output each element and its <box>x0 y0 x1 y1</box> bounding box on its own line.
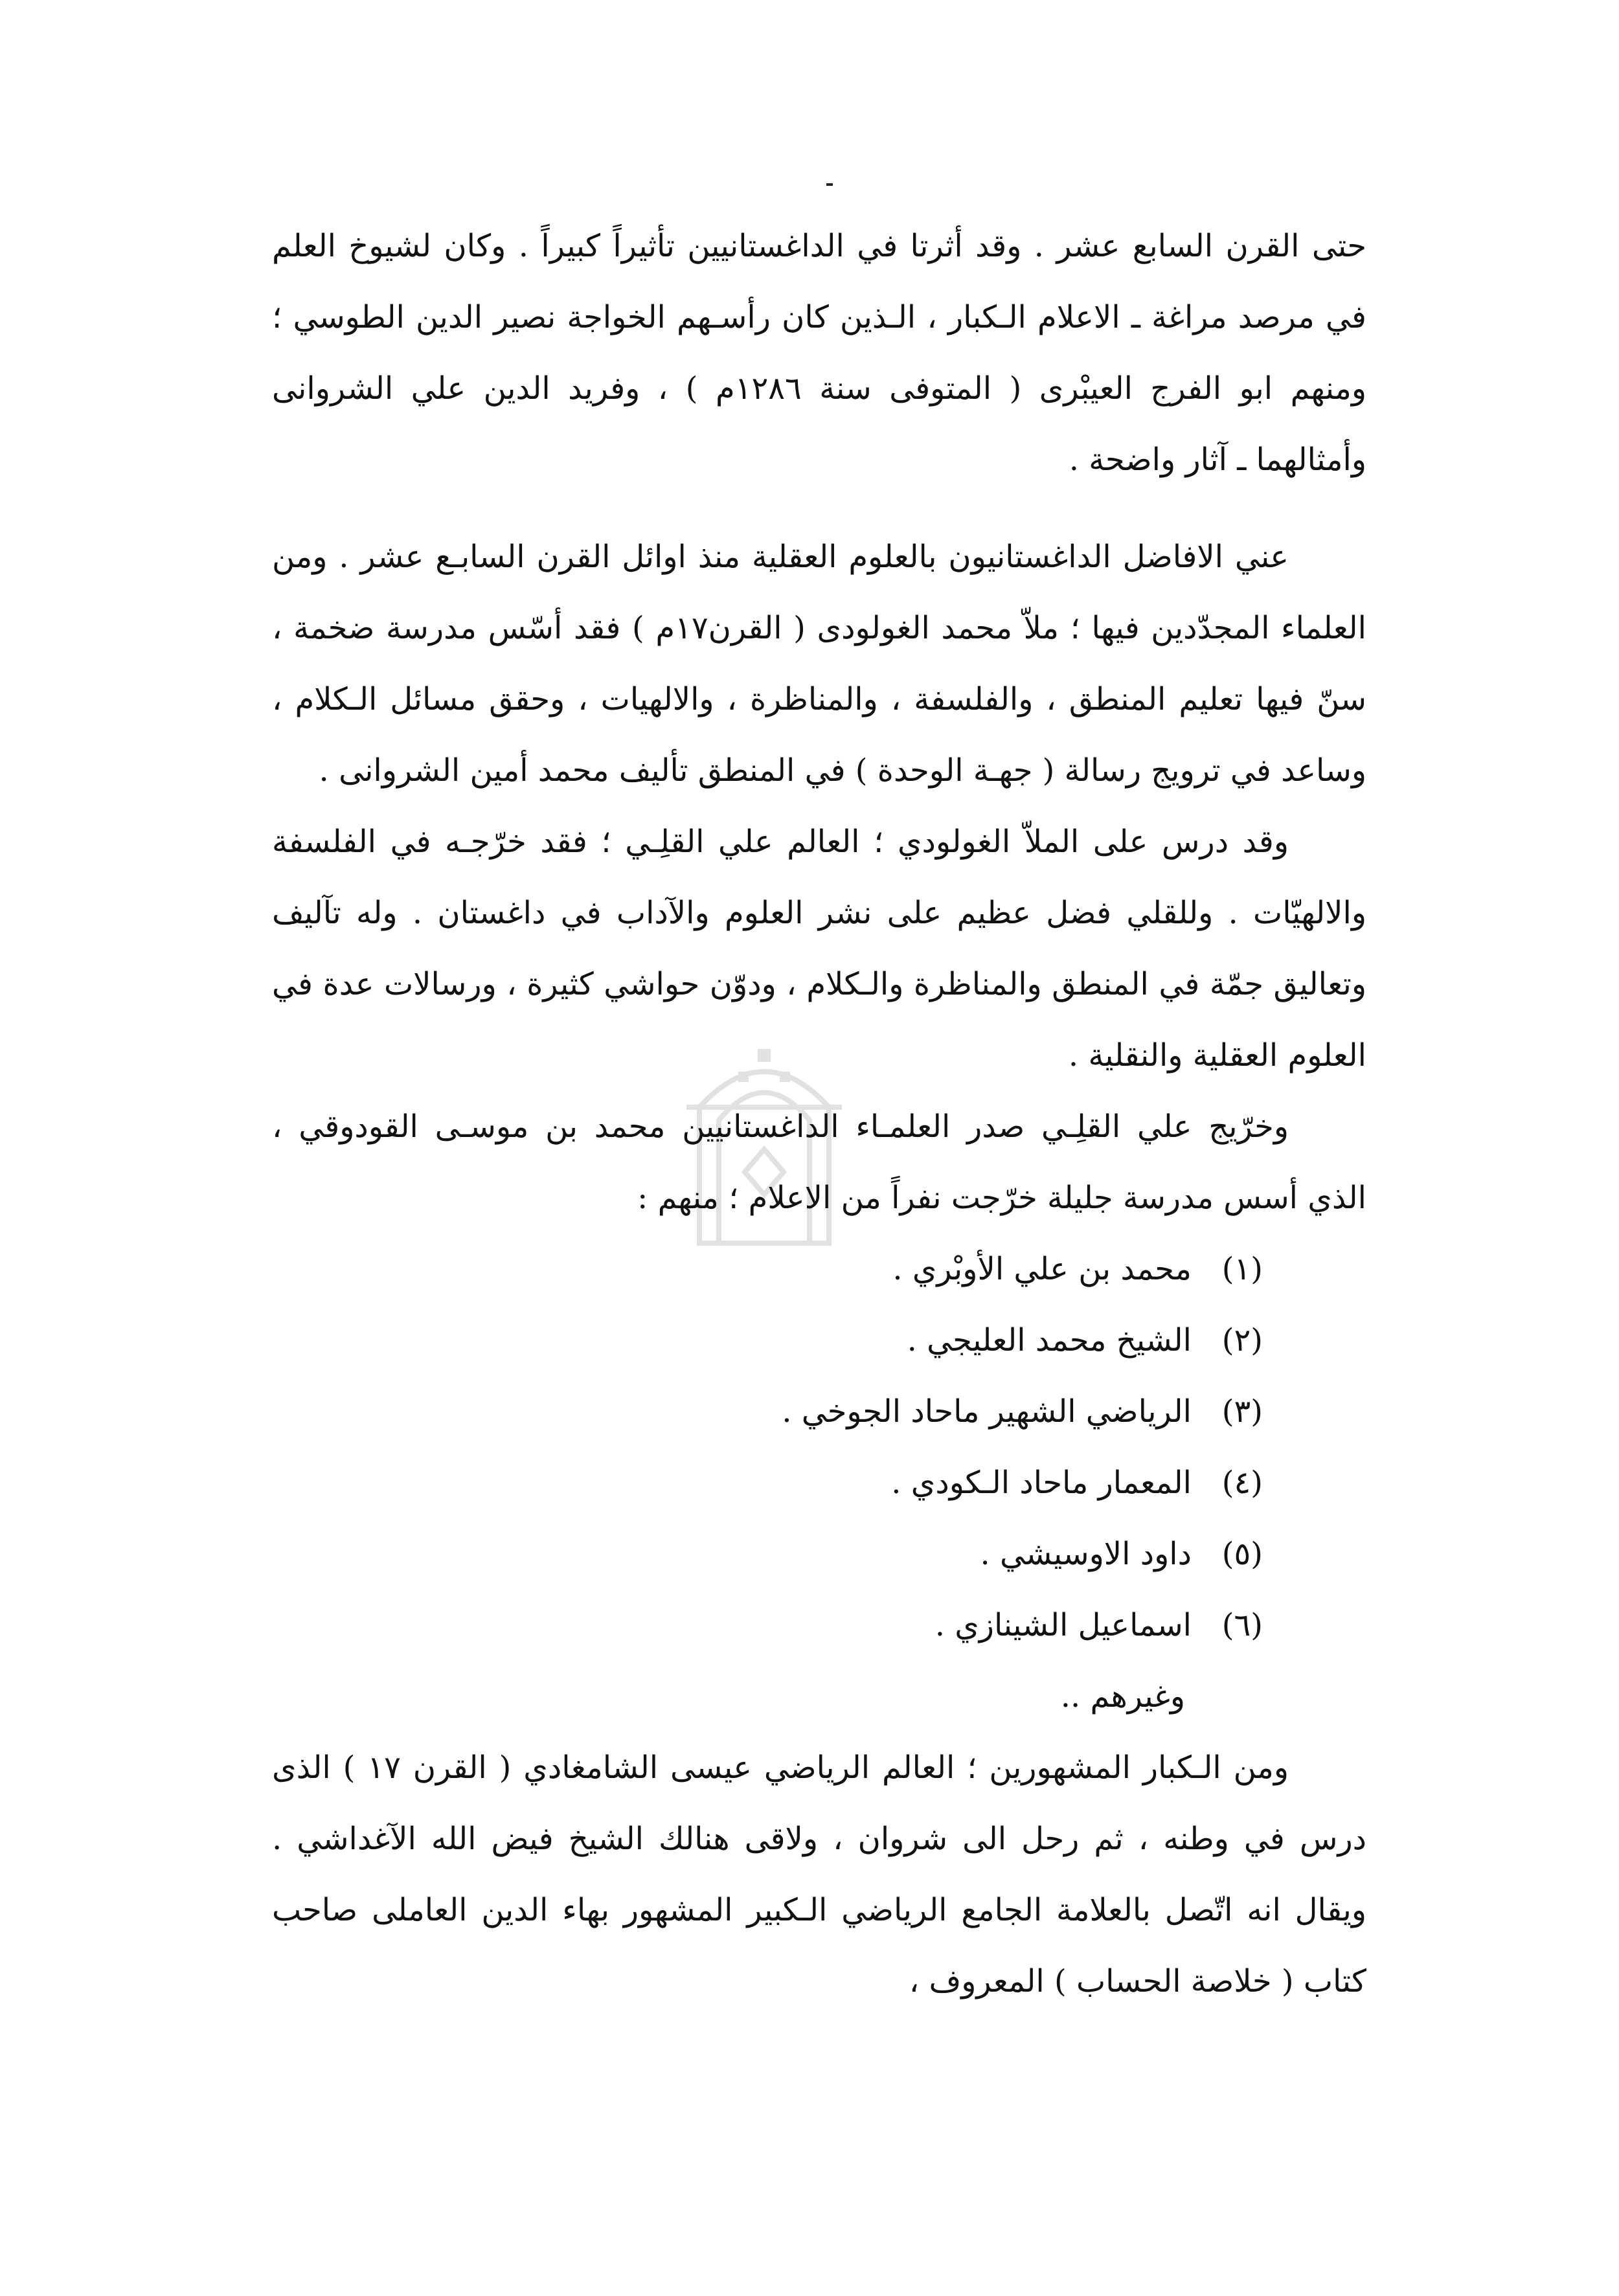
main-text <box>272 210 1366 2017</box>
closing-line: وغيرهم .. <box>1060 1678 1185 1715</box>
paragraph-1: حتى القرن السابع عشر . وقد أثرتا في الداغستانيين تأثيراً كبيراً . وكان لشيوخ العلم في مرصد مراغة ـ الاعلام الـكبار ، الـذين كان رأسـهم الخواجة نصير الدين الطوسي ؛ ومنهم ابو الفرج العيبْرى ( المتوفى سنة ١٢٨٦م ) ، وفريد الدين علي الشروانى وأمثالهما ـ آثار واضحة . <box>272 228 1367 478</box>
list-item <box>272 1590 1263 1661</box>
paragraph-5: ومن الـكبار المشهورين ؛ العالم الرياضي عيسى الشامغادي ( القرن ١٧ ) الذى درس في وطنه ، ثم رحل الى شروان ، ولاقى هنالك الشيخ فيض الله الآغداشي . ويقال انه اتّصل بالعلامة الجامع الرياضي الـكبير المشهور بهاء الدين العاملى صاحب كتاب ( خلاصة الحساب ) المعروف ، <box>272 1750 1367 1999</box>
top-mark <box>826 183 833 186</box>
list-item <box>272 1447 1263 1518</box>
list-item-text: الشيخ محمد العليجي . <box>907 1322 1192 1358</box>
list-item <box>272 1518 1263 1590</box>
paragraph-4: وخرّيج علي القلِـي صدر العلمـاء الداغستانيين محمد بن موسـى القودوقي ، الذي أسس مدرسة جليلة خرّجت نفراً من الاعلام ؛ منهم : <box>272 1109 1366 1216</box>
list-item <box>272 1305 1263 1376</box>
paragraph-3: وقد درس على الملاّ الغولودي ؛ العالم علي القلِـي ؛ فقد خرّجـه في الفلسفة والالهيّات . وللقلي فضل عظيم على نشر العلوم والآداب في داغستان . وله تآليف وتعاليق جمّة في المنطق والمناظرة والـكلام ، ودوّن حواشي كثيرة ، ورسالات عدة في العلوم العقلية والنقلية . <box>272 824 1366 1074</box>
list-item-text: المعمار ماحاد الـكودي . <box>891 1465 1192 1501</box>
list-item <box>272 1233 1263 1305</box>
list-item-number: (٦) <box>1221 1607 1263 1643</box>
list-item-number: (٥) <box>1221 1536 1263 1572</box>
students-list <box>272 1233 1366 1661</box>
paragraph-2: عني الافاضل الداغستانيون بالعلوم العقلية منذ اوائل القرن السابـع عشر . ومن العلماء المجدّدين فيها ؛ ملاّ محمد الغولودى ( القرن١٧م ) فقد أسّس مدرسة ضخمة ، سنّ فيها تعليم المنطق ، والفلسفة ، والمناظرة ، والالهيات ، وحقق مسائل الـكلام ، وساعد في ترويج رسالة ( جهـة الوحدة ) في المنطق تأليف محمد أمين الشروانى . <box>272 539 1366 789</box>
list-item-text: داود الاوسيشي . <box>980 1536 1192 1572</box>
list-item-text: الرياضي الشهير ماحاد الجوخي . <box>782 1393 1192 1430</box>
list-item-text: اسماعيل الشينازي . <box>934 1607 1192 1643</box>
list-item-number: (٢) <box>1221 1322 1263 1358</box>
list-item-number: (١) <box>1221 1251 1263 1287</box>
list-item-number: (٣) <box>1221 1393 1263 1430</box>
list-item-text: محمد بن علي الأوبْري . <box>892 1251 1192 1287</box>
list-item-number: (٤) <box>1221 1465 1263 1501</box>
list-item <box>272 1376 1263 1447</box>
